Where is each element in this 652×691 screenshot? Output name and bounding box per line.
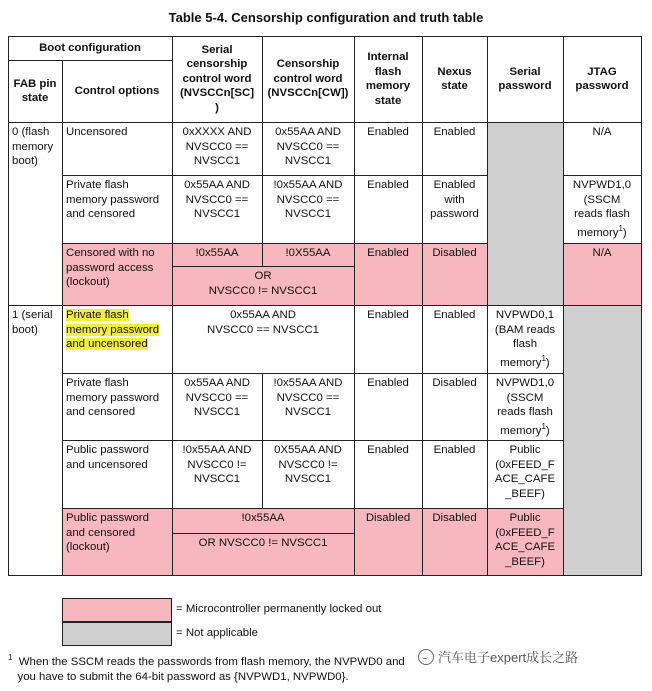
lockout-control-cell: Censored with no password access (lockout) bbox=[62, 243, 172, 305]
private-uncensored-control-cell: Private flash memory password and uncensored bbox=[66, 309, 160, 350]
private-uncensored-flash-cell: Enabled bbox=[367, 309, 409, 321]
grid-line bbox=[62, 243, 487, 244]
fab-pin-1-cell: 1 (serial boot) bbox=[12, 309, 53, 336]
footnote-mark: 1 bbox=[8, 653, 13, 662]
grid-line bbox=[8, 305, 641, 306]
control-options-header: Control options bbox=[74, 84, 160, 97]
uncensored-control-cell: Uncensored bbox=[66, 126, 128, 138]
legend-na-swatch bbox=[62, 622, 172, 646]
private-censored2-cw-cell: !0x55AA AND NVSCC0 == NVSCC1 bbox=[273, 377, 343, 418]
watermark-text: 汽车电子expert成长之路 bbox=[438, 650, 579, 665]
serial-password-header: Serial password bbox=[498, 65, 552, 92]
grid-line bbox=[8, 60, 172, 61]
grid-line bbox=[563, 243, 641, 244]
lockout-sc-cell: !0x55AA bbox=[172, 243, 262, 266]
grid-line bbox=[262, 36, 263, 243]
private-censored2-flash-cell: Enabled bbox=[367, 377, 409, 389]
private-censored-control-cell: Private flash memory password and censored bbox=[66, 179, 160, 220]
private-censored-nexus-cell: Enabled with password bbox=[430, 179, 479, 220]
public-lockout-sccw-cell: !0x55AA bbox=[172, 508, 354, 533]
public-uncensored-control-cell: Public password and uncensored bbox=[66, 444, 149, 471]
grid-line bbox=[62, 175, 487, 176]
watermark bbox=[418, 647, 578, 666]
grid-line bbox=[8, 575, 641, 576]
table-title: Table 5-4. Censorship configuration and truth table bbox=[168, 10, 484, 25]
private-censored-flash-cell: Enabled bbox=[367, 179, 409, 191]
nexus-state-header: Nexus state bbox=[437, 65, 472, 92]
legend-locked-swatch bbox=[62, 598, 172, 622]
footnote-line2: you have to submit the 64-bit password as {NVPWD1, NVPWD0}. bbox=[17, 670, 349, 683]
private-censored2-control-cell: Private flash memory password and censored bbox=[66, 377, 160, 418]
private-uncensored-nexus-cell: Enabled bbox=[433, 309, 476, 321]
public-lockout-control-cell: Public password and censored (lockout) bbox=[62, 508, 172, 575]
private-uncensored-serial-cell: NVPWD0,1 (BAM reads flash memory$^1$) bbox=[494, 309, 556, 369]
grid-line bbox=[62, 60, 63, 575]
lockout-or-cell: OR NVSCC0 != NVSCC1 bbox=[172, 266, 354, 305]
private-censored2-serial-cell: NVPWD1,0 (SSCM reads flash memory$^1$) bbox=[495, 377, 555, 437]
public-uncensored-nexus-cell: Enabled bbox=[433, 444, 476, 456]
private-censored-jtag-cell: NVPWD1,0 (SSCM reads flash memory$^1$) bbox=[572, 179, 632, 239]
grid-line bbox=[62, 373, 563, 374]
grid-line bbox=[8, 36, 9, 576]
private-uncensored-sccw-cell: 0x55AA AND NVSCC0 == NVSCC1 bbox=[206, 309, 320, 336]
public-lockout-flash-cell: Disabled bbox=[354, 508, 422, 575]
lockout-cw-cell: !0X55AA bbox=[262, 243, 354, 266]
grid-line bbox=[8, 122, 641, 123]
private-censored2-sc-cell: 0x55AA AND NVSCC0 == NVSCC1 bbox=[184, 377, 250, 418]
grid-line bbox=[62, 440, 563, 441]
public-uncensored-cw-cell: 0X55AA AND NVSCC0 != NVSCC1 bbox=[274, 444, 342, 485]
jtag-password-header: JTAG password bbox=[575, 65, 629, 92]
grid-line bbox=[563, 175, 641, 176]
grid-line bbox=[262, 243, 263, 266]
private-censored-sc-cell: 0x55AA AND NVSCC0 == NVSCC1 bbox=[184, 179, 250, 220]
footnote-line1: When the SSCM reads the passwords from flash memory, the NVPWD0 and bbox=[18, 655, 405, 668]
uncensored-sc-cell: 0xXXXX AND NVSCC0 == NVSCC1 bbox=[182, 126, 252, 167]
private-censored2-nexus-cell: Disabled bbox=[432, 377, 477, 389]
private-censored-cw-cell: !0x55AA AND NVSCC0 == NVSCC1 bbox=[273, 179, 343, 220]
uncensored-jtag-cell: N/A bbox=[592, 126, 612, 138]
internal-flash-header: Internal flash memory state bbox=[365, 51, 411, 107]
public-uncensored-flash-cell: Enabled bbox=[367, 444, 409, 456]
serial-censorship-word-header: Serial censorship control word (NVSCCn[SC] ) bbox=[179, 43, 255, 114]
grid-line bbox=[172, 533, 354, 534]
lockout-flash-cell: Enabled bbox=[354, 243, 422, 305]
public-lockout-or-cell: OR NVSCC0 != NVSCC1 bbox=[172, 533, 354, 575]
public-uncensored-serial-cell: Public (0xFEED_F ACE_CAFE _BEEF) bbox=[494, 444, 556, 500]
fab-pin-state-header: FAB pin state bbox=[13, 77, 57, 104]
uncensored-cw-cell: 0x55AA AND NVSCC0 == NVSCC1 bbox=[275, 126, 341, 167]
lockout-nexus-cell: Disabled bbox=[422, 243, 487, 305]
grid-line bbox=[8, 36, 641, 37]
public-uncensored-sc-cell: !0x55AA AND NVSCC0 != NVSCC1 bbox=[182, 444, 252, 485]
legend-locked-label: = Microcontroller permanently locked out bbox=[176, 603, 382, 615]
grid-line bbox=[172, 266, 354, 267]
fab-pin-0-cell: 0 (flash memory boot) bbox=[12, 126, 54, 167]
wechat-icon bbox=[418, 649, 434, 665]
legend-na-label: = Not applicable bbox=[176, 627, 259, 639]
public-lockout-nexus-cell: Disabled bbox=[422, 508, 487, 575]
lockout-jtag-cell: N/A bbox=[563, 243, 641, 305]
uncensored-flash-cell: Enabled bbox=[367, 126, 409, 138]
na-jtag-password-serial-boot bbox=[563, 305, 641, 575]
uncensored-nexus-cell: Enabled bbox=[433, 126, 476, 138]
na-serial-password-flash-boot bbox=[487, 122, 563, 305]
public-lockout-serial-cell: Public (0xFEED_F ACE_CAFE _BEEF) bbox=[487, 508, 563, 575]
grid-line bbox=[641, 36, 642, 576]
boot-configuration-header: Boot configuration bbox=[39, 41, 141, 54]
censorship-word-header: Censorship control word (NVSCCn[CW]) bbox=[267, 58, 349, 100]
grid-line bbox=[62, 508, 563, 509]
